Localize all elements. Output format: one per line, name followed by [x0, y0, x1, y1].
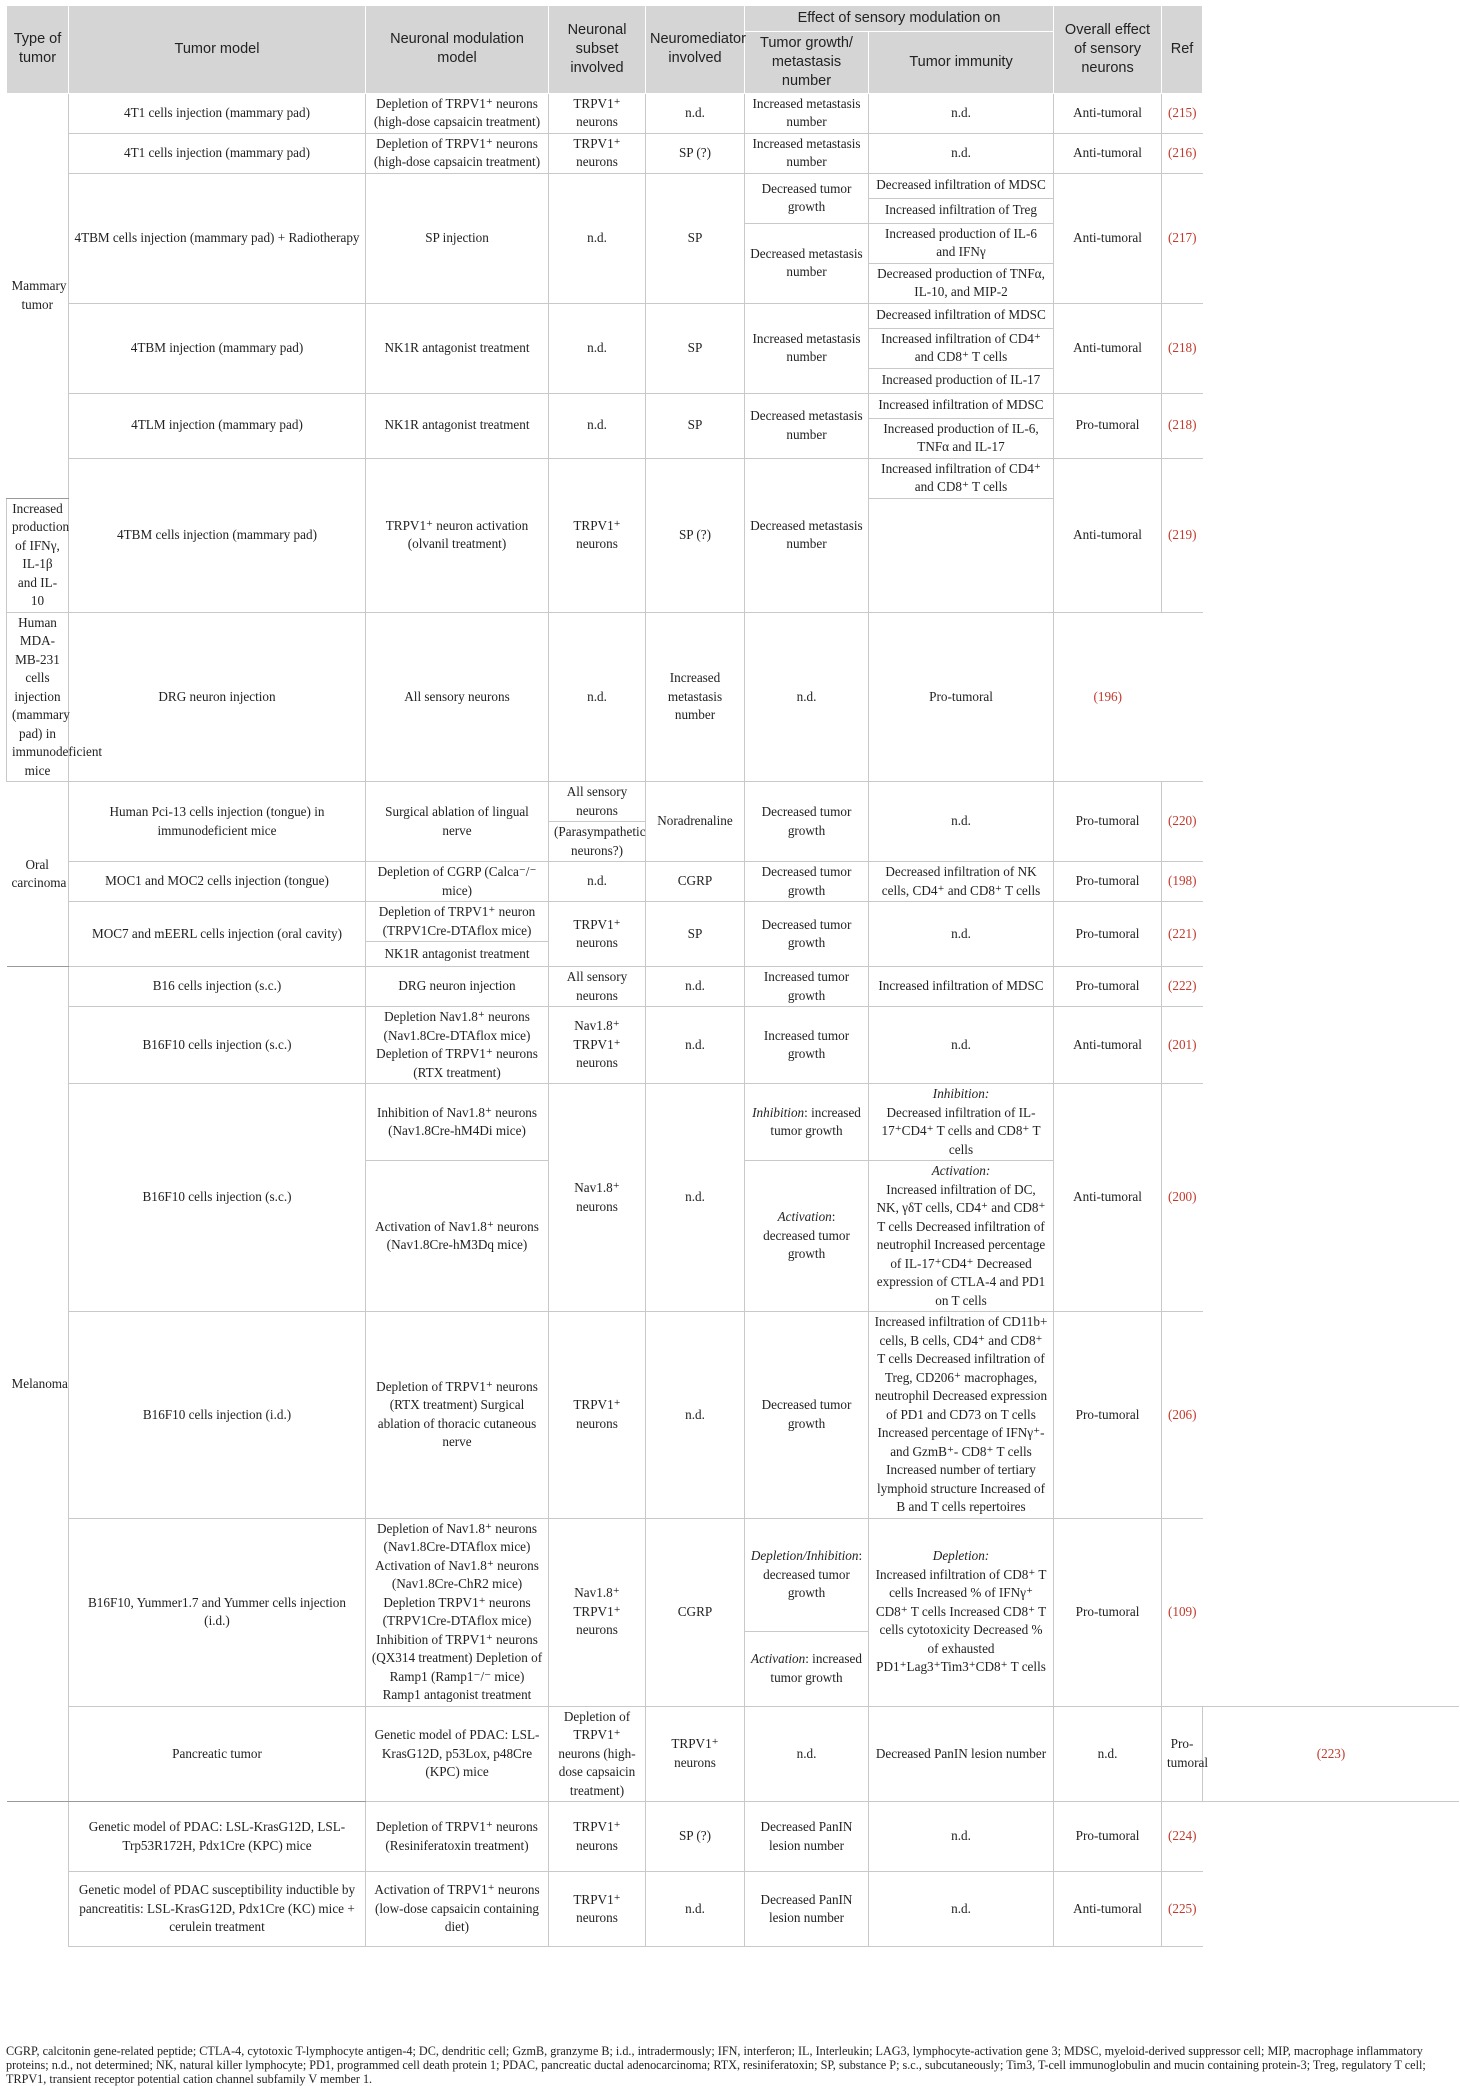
- tumor-growth-effect: Decreased tumor growth: [745, 902, 869, 967]
- tumor-growth-effect: [745, 1518, 869, 1632]
- tumor-immunity-effect: Increased production of IL-6, TNFα and IL-17: [869, 418, 1054, 458]
- modulation-model: Depletion of CGRP (Calca⁻/⁻ mice): [366, 862, 549, 902]
- modulation-model: NK1R antagonist treatment: [366, 942, 549, 967]
- reference: (222): [1162, 967, 1203, 1007]
- tumor-immunity-effect: Increased production of IL-17: [869, 368, 1054, 393]
- tumor-growth-effect: [745, 1161, 869, 1312]
- tumor-model: B16F10, Yummer1.7 and Yummer cells injection (i.d.): [69, 1518, 366, 1706]
- overall-effect: Anti-tumoral: [1054, 93, 1162, 133]
- reference: (201): [1162, 1007, 1203, 1084]
- growth-text: : increased tumor growth: [770, 1104, 861, 1138]
- tumor-model: 4T1 cells injection (mammary pad): [69, 93, 366, 133]
- neuronal-subset: TRPV1⁺ neurons: [549, 93, 646, 133]
- tumor-model: 4TBM cells injection (mammary pad) + Radiotherapy: [69, 173, 366, 303]
- neuromediator: CGRP: [646, 862, 745, 902]
- neuronal-subset: TRPV1⁺ neurons: [549, 133, 646, 173]
- reference: (196): [1054, 612, 1162, 782]
- header-effect-group: Effect of sensory modulation on: [745, 6, 1054, 31]
- tumor-growth-effect: Increased tumor growth: [745, 967, 869, 1007]
- reference: (215): [1162, 93, 1203, 133]
- reference: (223): [1203, 1706, 1459, 1802]
- overall-effect: Anti-tumoral: [1054, 1007, 1162, 1084]
- overall-effect: Pro-tumoral: [1054, 862, 1162, 902]
- tumor-growth-effect: Decreased PanIN lesion number: [745, 1802, 869, 1872]
- modulation-model: DRG neuron injection: [69, 612, 366, 782]
- modulation-model: Depletion Nav1.8⁺ neurons (Nav1.8Cre-DTAflox mice) Depletion of TRPV1⁺ neurons (RTX treatment): [366, 1007, 549, 1084]
- neuronal-subset: TRPV1⁺ neurons: [549, 1802, 646, 1872]
- growth-text: : decreased tumor growth: [763, 1548, 863, 1601]
- header-overall-effect: Overall effect of sensory neurons: [1054, 6, 1162, 93]
- neuromediator: n.d.: [646, 93, 745, 133]
- growth-text: : decreased tumor growth: [763, 1209, 850, 1262]
- header-tumor-immunity: Tumor immunity: [869, 31, 1054, 93]
- tumor-immunity-effect: n.d.: [1054, 1706, 1162, 1802]
- tumor-growth-effect: Increased metastasis number: [646, 612, 745, 782]
- header-neuronal-subset: Neuronal subset involved: [549, 6, 646, 93]
- tumor-type-pancreatic: Pancreatic tumor: [69, 1706, 366, 1802]
- tumor-immunity-effect: Decreased infiltration of MDSC: [869, 173, 1054, 198]
- tumor-immunity-effect: n.d.: [745, 612, 869, 782]
- tumor-growth-effect: Increased metastasis number: [745, 303, 869, 393]
- overall-effect: Anti-tumoral: [1054, 1084, 1162, 1312]
- neuromediator: n.d.: [646, 1312, 745, 1519]
- modulation-model: Activation of TRPV1⁺ neurons (low-dose capsaicin containing diet): [366, 1872, 549, 1947]
- tumor-growth-effect: Decreased tumor growth: [745, 862, 869, 902]
- tumor-model: MOC7 and mEERL cells injection (oral cavity): [69, 902, 366, 967]
- neuromediator: n.d.: [646, 1007, 745, 1084]
- condition-label: Inhibition: [752, 1104, 805, 1120]
- tumor-growth-effect: Decreased tumor growth: [745, 173, 869, 223]
- modulation-model: NK1R antagonist treatment: [366, 393, 549, 458]
- neuronal-subset: TRPV1⁺ neurons: [549, 1312, 646, 1519]
- tumor-immunity-effect: n.d.: [869, 133, 1054, 173]
- overall-effect: Pro-tumoral: [1054, 1518, 1162, 1706]
- tumor-immunity-effect: Decreased production of TNFα, IL-10, and MIP-2: [869, 263, 1054, 303]
- overall-effect: Pro-tumoral: [1054, 967, 1162, 1007]
- table-footnote: CGRP, calcitonin gene-related peptide; CTLA-4, cytotoxic T-lymphocyte antigen-4; DC, dendritic cell; GzmB, granzyme B; i.d., intradermously; IFN, interferon; IL, Interleukin; LAG3, lymphocyte-activation gene 3; MDSC, myeloid-derived suppressor cell; MIP, macrophage inflammatory proteins; n.d., not determined; NK, natural killer lymphocyte; PD1, programmed cell death protein 1; PDAC, pancreatic ductal adenocarcinoma; RTX, resiniferatoxin; SP, substance P; s.c., subcutaneously; Tim3, T-cell immunoglobulin and mucin containing protein-3; Treg, regulatory T cell; TRPV1, transient receptor potential cation channel subfamily V member 1.: [6, 2044, 1426, 2086]
- tumor-growth-effect: Decreased metastasis number: [745, 223, 869, 303]
- modulation-model: Depletion of TRPV1⁺ neurons (RTX treatment) Surgical ablation of thoracic cutaneous nerve: [366, 1312, 549, 1519]
- neuronal-subset: n.d.: [549, 862, 646, 902]
- immunity-text: Increased infiltration of CD8⁺ T cells Increased % of IFNγ⁺ CD8⁺ T cells Increased CD8⁺ T cells cytotoxicity Decreased % of exhausted PD1⁺Lag3⁺Tim3⁺CD8⁺ T cells: [875, 1566, 1047, 1675]
- tumor-growth-effect: [745, 1084, 869, 1161]
- tumor-immunity-effect: Decreased infiltration of MDSC: [869, 303, 1054, 328]
- reference: (200): [1162, 1084, 1203, 1312]
- header-neuromediator: Neuromediator involved: [646, 6, 745, 93]
- tumor-immunity-effect: Increased infiltration of MDSC: [869, 393, 1054, 418]
- reference: (217): [1162, 173, 1203, 303]
- modulation-model: Activation of Nav1.8⁺ neurons (Nav1.8Cre-hM3Dq mice): [366, 1161, 549, 1312]
- modulation-model: Depletion of TRPV1⁺ neuron (TRPV1Cre-DTAflox mice): [366, 902, 549, 942]
- header-tumor-model: Tumor model: [69, 6, 366, 93]
- overall-effect: Anti-tumoral: [1054, 1872, 1162, 1947]
- reference: (109): [1162, 1518, 1203, 1706]
- tumor-growth-effect: Decreased PanIN lesion number: [869, 1706, 1054, 1802]
- modulation-model: Depletion of Nav1.8⁺ neurons (Nav1.8Cre-DTAflox mice) Activation of Nav1.8⁺ neurons (Nav1.8Cre-ChR2 mice) Depletion TRPV1⁺ neurons (TRPV1Cre-DTAflox mice) Inhibition of TRPV1⁺ neurons (QX314 treatment) Depletion of Ramp1 (Ramp1⁻/⁻ mice) Ramp1 antagonist treatment: [366, 1518, 549, 1706]
- tumor-immunity-effect: Increased production of IFNγ, IL-1β and IL-10: [7, 498, 69, 612]
- tumor-model: 4TLM injection (mammary pad): [69, 393, 366, 458]
- tumor-model: Genetic model of PDAC: LSL-KrasG12D, p53Lox, p48Cre (KPC) mice: [366, 1706, 549, 1802]
- neuromediator: SP (?): [646, 133, 745, 173]
- overall-effect: Anti-tumoral: [1054, 133, 1162, 173]
- neuronal-subset: Nav1.8⁺ neurons: [549, 1084, 646, 1312]
- overall-effect: Anti-tumoral: [1054, 303, 1162, 393]
- tumor-immunity-effect: [869, 1518, 1054, 1706]
- tumor-immunity-effect: Increased infiltration of Treg: [869, 198, 1054, 223]
- overall-effect: Pro-tumoral: [869, 612, 1054, 782]
- tumor-immunity-effect: [869, 1084, 1054, 1161]
- modulation-model: Depletion of TRPV1⁺ neurons (Resiniferatoxin treatment): [366, 1802, 549, 1872]
- neuronal-subset: n.d.: [549, 303, 646, 393]
- tumor-type-melanoma: Melanoma: [7, 967, 69, 1802]
- tumor-model: 4TBM cells injection (mammary pad): [69, 458, 366, 612]
- header-type-of-tumor: Type of tumor: [7, 6, 69, 93]
- neuromediator: Noradrenaline: [646, 782, 745, 862]
- tumor-model: Human MDA-MB-231 cells injection (mammary pad) in immunodeficient mice: [7, 612, 69, 782]
- reference: (219): [1162, 458, 1203, 612]
- tumor-model: B16 cells injection (s.c.): [69, 967, 366, 1007]
- tumor-immunity-effect: Increased production of IL-6 and IFNγ: [869, 223, 1054, 263]
- reference: (220): [1162, 782, 1203, 862]
- immunity-text: Increased infiltration of DC, NK, γδT cells, CD4⁺ and CD8⁺ T cells Decreased infiltration of neutrophil Increased percentage of IL-17⁺CD4⁺ Decreased expression of CTLA-4 and PD1 on T cells: [876, 1181, 1046, 1308]
- neuronal-subset: TRPV1⁺ neurons: [646, 1706, 745, 1802]
- condition-label: Activation: [751, 1651, 806, 1667]
- overall-effect: Pro-tumoral: [1054, 1312, 1162, 1519]
- immunity-text: Decreased infiltration of IL-17⁺CD4⁺ T cells and CD8⁺ T cells: [881, 1104, 1041, 1157]
- neuronal-subset: Nav1.8⁺ TRPV1⁺ neurons: [549, 1518, 646, 1706]
- tumor-growth-effect: Decreased tumor growth: [745, 1312, 869, 1519]
- tumor-type-blank: [7, 1802, 69, 1947]
- tumor-immunity-effect: n.d.: [869, 1802, 1054, 1872]
- tumor-model: MOC1 and MOC2 cells injection (tongue): [69, 862, 366, 902]
- modulation-model: Surgical ablation of lingual nerve: [366, 782, 549, 862]
- header-tumor-growth: Tumor growth/ metastasis number: [745, 31, 869, 93]
- condition-label: Depletion/Inhibition: [750, 1548, 859, 1564]
- neuronal-subset: n.d.: [549, 393, 646, 458]
- neuromediator: SP (?): [646, 458, 745, 612]
- overall-effect: Pro-tumoral: [1054, 782, 1162, 862]
- overall-effect: Pro-tumoral: [1054, 902, 1162, 967]
- overall-effect: Anti-tumoral: [1054, 173, 1162, 303]
- modulation-model: Depletion of TRPV1⁺ neurons (high-dose capsaicin treatment): [366, 133, 549, 173]
- neuromediator: n.d.: [646, 1872, 745, 1947]
- tumor-model: 4T1 cells injection (mammary pad): [69, 133, 366, 173]
- tumor-type-oral: Oral carcinoma: [7, 782, 69, 967]
- reference: (224): [1162, 1802, 1203, 1872]
- header-ref: Ref: [1162, 6, 1203, 93]
- tumor-model: Genetic model of PDAC: LSL-KrasG12D, LSL-Trp53R172H, Pdx1Cre (KPC) mice: [69, 1802, 366, 1872]
- reference: (216): [1162, 133, 1203, 173]
- tumor-growth-effect: Increased metastasis number: [745, 93, 869, 133]
- neuronal-subset: TRPV1⁺ neurons: [549, 1872, 646, 1947]
- neuronal-subset: All sensory neurons: [366, 612, 549, 782]
- reference: (218): [1162, 393, 1203, 458]
- tumor-immunity-effect: n.d.: [869, 1872, 1054, 1947]
- reference: (225): [1162, 1872, 1203, 1947]
- condition-label: Activation: [777, 1209, 832, 1225]
- tumor-immunity-effect: n.d.: [869, 93, 1054, 133]
- modulation-model: DRG neuron injection: [366, 967, 549, 1007]
- tumor-growth-effect: Decreased metastasis number: [745, 458, 869, 612]
- modulation-model: Depletion of TRPV1⁺ neurons (high-dose capsaicin treatment): [549, 1706, 646, 1802]
- condition-label: Activation:: [931, 1163, 991, 1178]
- neuromediator: SP: [646, 393, 745, 458]
- reference: (218): [1162, 303, 1203, 393]
- neuronal-subset: n.d.: [549, 173, 646, 303]
- neuromediator: SP (?): [646, 1802, 745, 1872]
- overall-effect: Pro-tumoral: [1162, 1706, 1203, 1802]
- tumor-immunity-effect: n.d.: [869, 1007, 1054, 1084]
- neuronal-subset: (Parasympathetic neurons?): [549, 822, 646, 862]
- neuromediator: n.d.: [646, 967, 745, 1007]
- neuronal-subset: All sensory neurons: [549, 967, 646, 1007]
- modulation-model: SP injection: [366, 173, 549, 303]
- tumor-model: 4TBM injection (mammary pad): [69, 303, 366, 393]
- neuromediator: n.d.: [745, 1706, 869, 1802]
- neuronal-subset: All sensory neurons: [549, 782, 646, 822]
- neuromediator: SP: [646, 173, 745, 303]
- tumor-growth-effect: Decreased PanIN lesion number: [745, 1872, 869, 1947]
- tumor-immunity-effect: Increased infiltration of MDSC: [869, 967, 1054, 1007]
- tumor-immunity-effect: [869, 1161, 1054, 1312]
- tumor-immunity-effect: Decreased infiltration of NK cells, CD4⁺ and CD8⁺ T cells: [869, 862, 1054, 902]
- neuromediator: CGRP: [646, 1518, 745, 1706]
- tumor-immunity-effect: Increased infiltration of CD11b+ cells, B cells, CD4⁺ and CD8⁺ T cells Decreased infiltration of Treg, CD206⁺ macrophages, neutrophil Decreased expression of PD1 and CD73 on T cells Increased percentage of IFNγ⁺- and GzmB⁺- CD8⁺ T cells Increased number of tertiary lymphoid structure Increased of B and T cells repertoires: [869, 1312, 1054, 1519]
- modulation-model: NK1R antagonist treatment: [366, 303, 549, 393]
- condition-label: Inhibition:: [932, 1086, 990, 1101]
- neuromediator: n.d.: [646, 1084, 745, 1312]
- overall-effect: Anti-tumoral: [1054, 458, 1162, 612]
- tumor-immunity-effect: n.d.: [869, 782, 1054, 862]
- growth-text: : increased tumor growth: [770, 1651, 862, 1685]
- modulation-model: Depletion of TRPV1⁺ neurons (high-dose capsaicin treatment): [366, 93, 549, 133]
- neuromediator: n.d.: [549, 612, 646, 782]
- reference: (206): [1162, 1312, 1203, 1519]
- tumor-growth-effect: Decreased metastasis number: [745, 393, 869, 458]
- tumor-growth-effect: Increased metastasis number: [745, 133, 869, 173]
- condition-label: Depletion:: [932, 1548, 990, 1564]
- tumor-model: B16F10 cells injection (i.d.): [69, 1312, 366, 1519]
- modulation-model: Inhibition of Nav1.8⁺ neurons (Nav1.8Cre-hM4Di mice): [366, 1084, 549, 1161]
- header-neuronal-modulation: Neuronal modulation model: [366, 6, 549, 93]
- tumor-type-mammary: Mammary tumor: [7, 93, 69, 498]
- reference: (198): [1162, 862, 1203, 902]
- tumor-model: Genetic model of PDAC susceptibility inductible by pancreatitis: LSL-KrasG12D, Pdx1Cre (KC) mice + cerulein treatment: [69, 1872, 366, 1947]
- neuronal-subset: TRPV1⁺ neurons: [549, 902, 646, 967]
- tumor-growth-effect: [745, 1632, 869, 1706]
- neuromediator: SP: [646, 303, 745, 393]
- sensory-neuron-tumor-table: [6, 6, 1459, 1947]
- tumor-immunity-effect: Increased infiltration of CD4⁺ and CD8⁺ T cells: [869, 328, 1054, 368]
- modulation-model: TRPV1⁺ neuron activation (olvanil treatment): [366, 458, 549, 612]
- reference: (221): [1162, 902, 1203, 967]
- tumor-model: B16F10 cells injection (s.c.): [69, 1007, 366, 1084]
- overall-effect: Pro-tumoral: [1054, 393, 1162, 458]
- tumor-growth-effect: Decreased tumor growth: [745, 782, 869, 862]
- overall-effect: Pro-tumoral: [1054, 1802, 1162, 1872]
- tumor-model: Human Pci-13 cells injection (tongue) in immunodeficient mice: [69, 782, 366, 862]
- tumor-growth-effect: Increased tumor growth: [745, 1007, 869, 1084]
- neuronal-subset: TRPV1⁺ neurons: [549, 458, 646, 612]
- neuronal-subset: Nav1.8⁺ TRPV1⁺ neurons: [549, 1007, 646, 1084]
- tumor-immunity-effect: Increased infiltration of CD4⁺ and CD8⁺ T cells: [869, 458, 1054, 498]
- neuromediator: SP: [646, 902, 745, 967]
- tumor-model: B16F10 cells injection (s.c.): [69, 1084, 366, 1312]
- tumor-immunity-effect: n.d.: [869, 902, 1054, 967]
